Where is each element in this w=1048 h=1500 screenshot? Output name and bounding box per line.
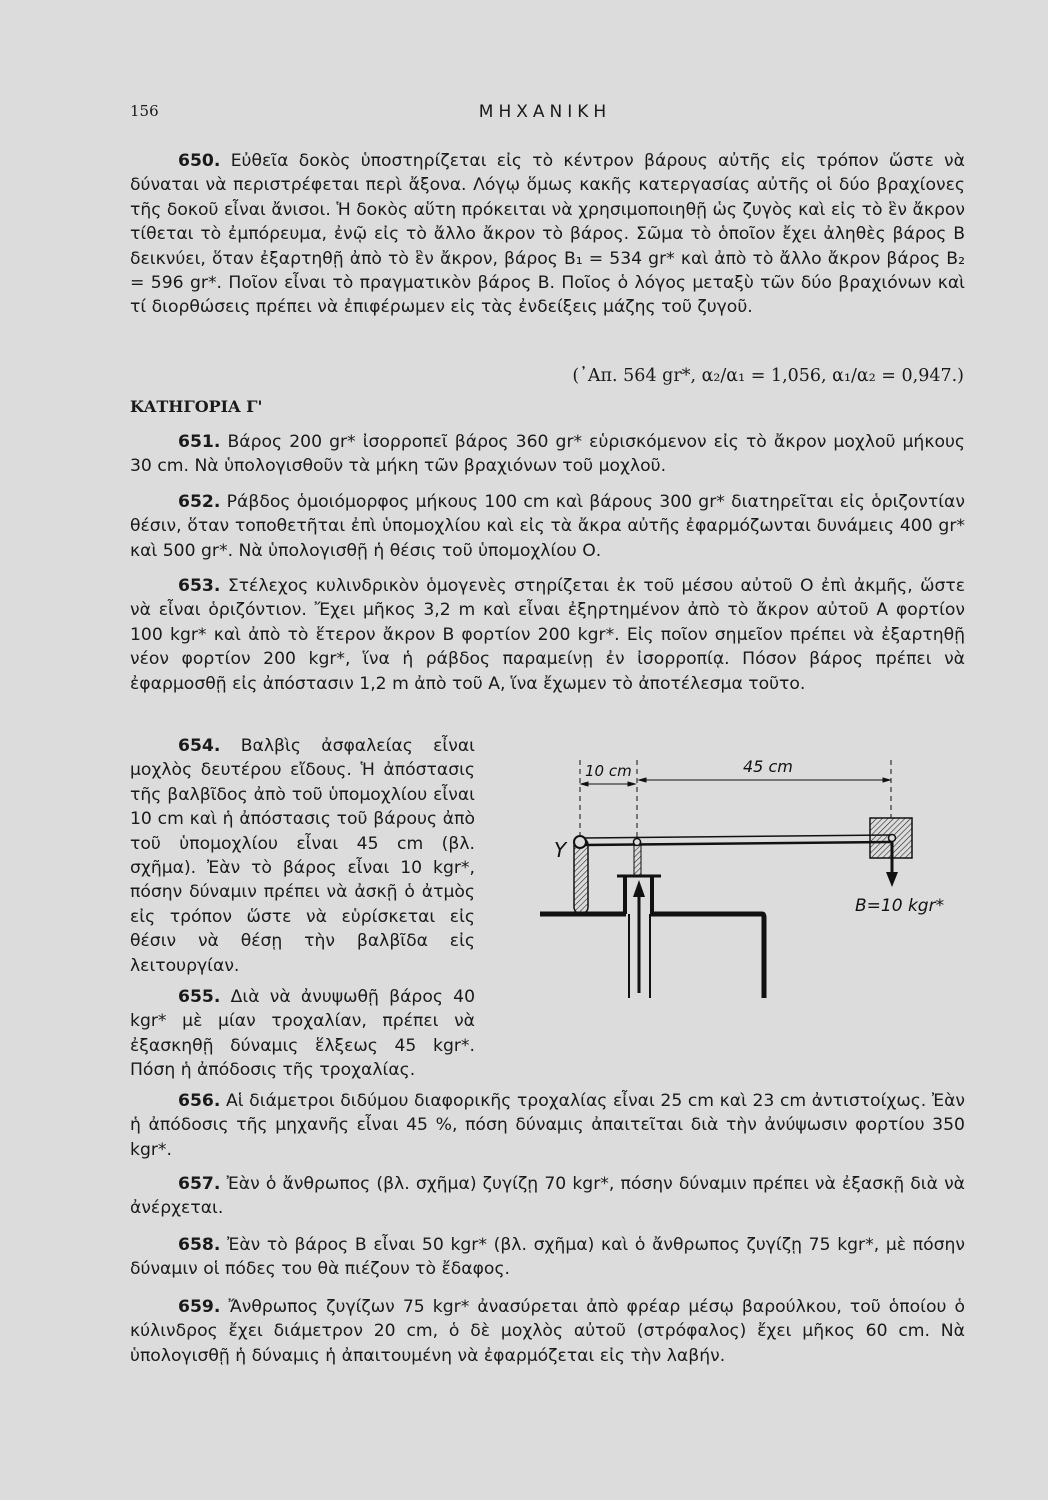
- safety-valve-diagram: [540, 757, 960, 1010]
- problem-number: 654.: [178, 736, 221, 756]
- problem-text: Ἄνθρωπος ζυγίζων 75 kgr* ἀνασύρεται ἀπὸ φρέαρ μέσῳ βαρούλκου, τοῦ ὁποίου ὁ κύλινδρος ἔχει διάμετρον 20 cm, ὁ δὲ μοχλὸς αὐτοῦ (στρόφαλος) ἔχει μῆκος 60 cm. Νὰ ὑπολογισθῇ ἡ δύναμις ἡ ἀπαιτουμένη νὰ ἐφαρμόζεται εἰς τὴν λαβήν.: [130, 1297, 965, 1366]
- problem-653: [130, 574, 965, 696]
- problem-text: Ράβδος ὁμοιόμορφος μήκους 100 cm καὶ βάρους 300 gr* διατηρεῖται εἰς ὁριζοντίαν θέσιν, ὅταν τοποθετῆται ἐπὶ ὑπομοχλίου καὶ εἰς τὰ ἄκρα αὐτῆς ἐφαρμόζωνται δυνάμεις 400 gr* καὶ 500 gr*. Νὰ ὑπολογισθῇ ἡ θέσις τοῦ ὑπομοχλίου Ο.: [130, 492, 965, 561]
- problem-number: 655.: [178, 987, 221, 1007]
- weight-pin: [889, 835, 896, 842]
- steam-force-arrow: [633, 880, 645, 993]
- problem-657: [130, 1172, 965, 1221]
- problem-651: [130, 430, 965, 479]
- problem-text: Αἱ διάμετροι διδύμου διαφορικῆς τροχαλίας εἶναι 25 cm καὶ 23 cm ἀντιστοίχως. Ἐὰν ἡ ἀπόδοσις τῆς μηχανῆς εἶναι 45 %, πόση δύναμις ἀπαιτεῖται διὰ τὴν ἀνύψωσιν φορτίου 350 kgr*.: [130, 1091, 965, 1160]
- fulcrum-pin: [574, 836, 586, 848]
- problem-number: 657.: [178, 1174, 221, 1194]
- lever-arm: [584, 835, 892, 845]
- problem-number: 652.: [178, 492, 221, 512]
- problem-number: 658.: [178, 1235, 221, 1255]
- problem-text: Στέλεχος κυλινδρικὸν ὁμογενὲς στηρίζεται ἐκ τοῦ μέσου αὐτοῦ Ο ἐπὶ ἀκμῆς, ὥστε νὰ εἶναι ὁριζόντιον. Ἔχει μῆκος 3,2 m καὶ εἶναι ἐξηρτημένον ἀπὸ τὸ ἄκρον αὐτοῦ Α φορτίον 100 kgr* καὶ ἀπὸ τὸ ἕτερον ἄκρον Β φορτίον 200 kgr*. Εἰς ποῖον σημεῖον πρέπει νὰ ἐξαρτηθῇ νέον φορτίον 200 kgr*, ἵνα ἡ ράβδος παραμείνῃ ἐν ἰσορροπίᾳ. Πόσον βάρος πρέπει νὰ ἐφαρμοσθῇ εἰς ἀπόστασιν 1,2 m ἀπὸ τοῦ Α, ἵνα ἔχωμεν τὸ ἀποτέλεσμα τοῦτο.: [130, 576, 966, 694]
- valve-stem: [634, 843, 641, 875]
- dimension-label-long: 45 cm: [743, 757, 793, 776]
- problem-number: 656.: [178, 1091, 221, 1111]
- fulcrum-label: Υ: [554, 838, 567, 862]
- fulcrum-post: [574, 838, 588, 914]
- page-header: [130, 102, 960, 126]
- category-heading: ΚΑΤΗΓΟΡΙΑ Γ': [130, 397, 263, 416]
- problem-text: Ἐὰν ὁ ἄνθρωπος (βλ. σχῆμα) ζυγίζῃ 70 kgr*, πόσην δύναμιν πρέπει νὰ ἐξασκῇ διὰ νὰ ἀνέρχεται.: [130, 1174, 965, 1219]
- running-title: ΜΗΧΑΝΙΚΗ: [478, 102, 612, 122]
- problem-text: Εὐθεῖα δοκὸς ὑποστηρίζεται εἰς τὸ κέντρον βάρους αὐτῆς εἰς τρόπον ὥστε νὰ δύναται νὰ περιστρέφεται περὶ ἄξονα. Λόγῳ ὅμως κακῆς κατεργασίας αὐτῆς οἱ δύο βραχίονες τῆς δοκοῦ εἶναι ἄνισοι. Ἡ δοκὸς αὕτη πρόκειται νὰ χρησιμοποιηθῇ ὡς ζυγὸς καὶ εἰς τὸ ἓν ἄκρον τίθεται τὸ ἐμπόρευμα, ἐνῷ εἰς τὸ ἄλλο ἄκρον τὸ βάρος. Σῶμα τὸ ὁποῖον ἔχει ἀληθὲς βάρος Β δεικνύει, ὅταν ἐξαρτηθῇ ἀπὸ τὸ ἓν ἄκρον, βάρος Β₁ = 534 gr* καὶ ἀπὸ τὸ ἄλλο ἄκρον βάρος Β₂ = 596 gr*. Ποῖον εἶναι τὸ πραγματικὸν βάρος Β. Ποῖος ὁ λόγος μεταξὺ τῶν δύο βραχιόνων καὶ τί διορθώσεις πρέπει νὰ ἐπιφέρωμεν εἰς τὰς ἐνδείξεις μάζης τοῦ ζυγοῦ.: [130, 151, 965, 318]
- problem-number: 650.: [178, 151, 221, 171]
- valve-pin: [634, 839, 641, 846]
- problem-658: [130, 1233, 965, 1282]
- page-number: 156: [130, 102, 159, 120]
- problem-number: 659.: [178, 1297, 221, 1317]
- problem-656: [130, 1089, 965, 1162]
- weight-label: B=10 kgr*: [855, 896, 945, 916]
- safety-valve-figure: [540, 757, 960, 1010]
- problem-650: [130, 149, 965, 320]
- problem-652: [130, 490, 965, 563]
- valve-housing: [540, 914, 764, 998]
- dimension-label-short: 10 cm: [585, 762, 632, 780]
- answer-650: (᾿Απ. 564 gr*, α₂/α₁ = 1,056, α₁/α₂ = 0,947.): [572, 366, 964, 386]
- problem-654: [130, 734, 475, 978]
- problem-number: 651.: [178, 432, 221, 452]
- problem-text: Διὰ νὰ ἀνυψωθῇ βάρος 40 kgr* μὲ μίαν τροχαλίαν, πρέπει νὰ ἐξασκηθῇ δύναμις ἕλξεως 45 kgr*. Πόση ἡ ἀπόδοσις τῆς τροχαλίας.: [130, 987, 476, 1081]
- problem-659: [130, 1295, 965, 1368]
- problem-text: Βάρος 200 gr* ἰσορροπεῖ βάρος 360 gr* εὑρισκόμενον εἰς τὸ ἄκρον μοχλοῦ μήκους 30 cm. Νὰ ὑπολογισθοῦν τὰ μήκη τῶν βραχιόνων τοῦ μοχλοῦ.: [130, 432, 966, 477]
- problem-655: [130, 985, 475, 1083]
- problem-text: Βαλβὶς ἀσφαλείας εἶναι μοχλὸς δευτέρου εἴδους. Ἡ ἀπόστασις τῆς βαλβῖδος ἀπὸ τοῦ ὑπομοχλίου εἶναι 10 cm καὶ ἡ ἀπόστασις τοῦ βάρους ἀπὸ τοῦ ὑπομοχλίου εἶναι 45 cm (βλ. σχῆμα). Ἐὰν τὸ βάρος εἶναι 10 kgr*, πόσην δύναμιν πρέπει νὰ ἀσκῇ ὁ ἀτμὸς εἰς τρόπον ὥστε νὰ εὑρίσκεται εἰς θέσιν νὰ θέσῃ τὴν βαλβῖδα εἰς λειτουργίαν.: [130, 736, 475, 976]
- problem-text: Ἐὰν τὸ βάρος Β εἶναι 50 kgr* (βλ. σχῆμα) καὶ ὁ ἄνθρωπος ζυγίζῃ 75 kgr*, μὲ πόσην δύναμιν οἱ πόδες του θὰ πιέζουν τὸ ἔδαφος.: [130, 1235, 965, 1280]
- problem-number: 653.: [178, 576, 221, 596]
